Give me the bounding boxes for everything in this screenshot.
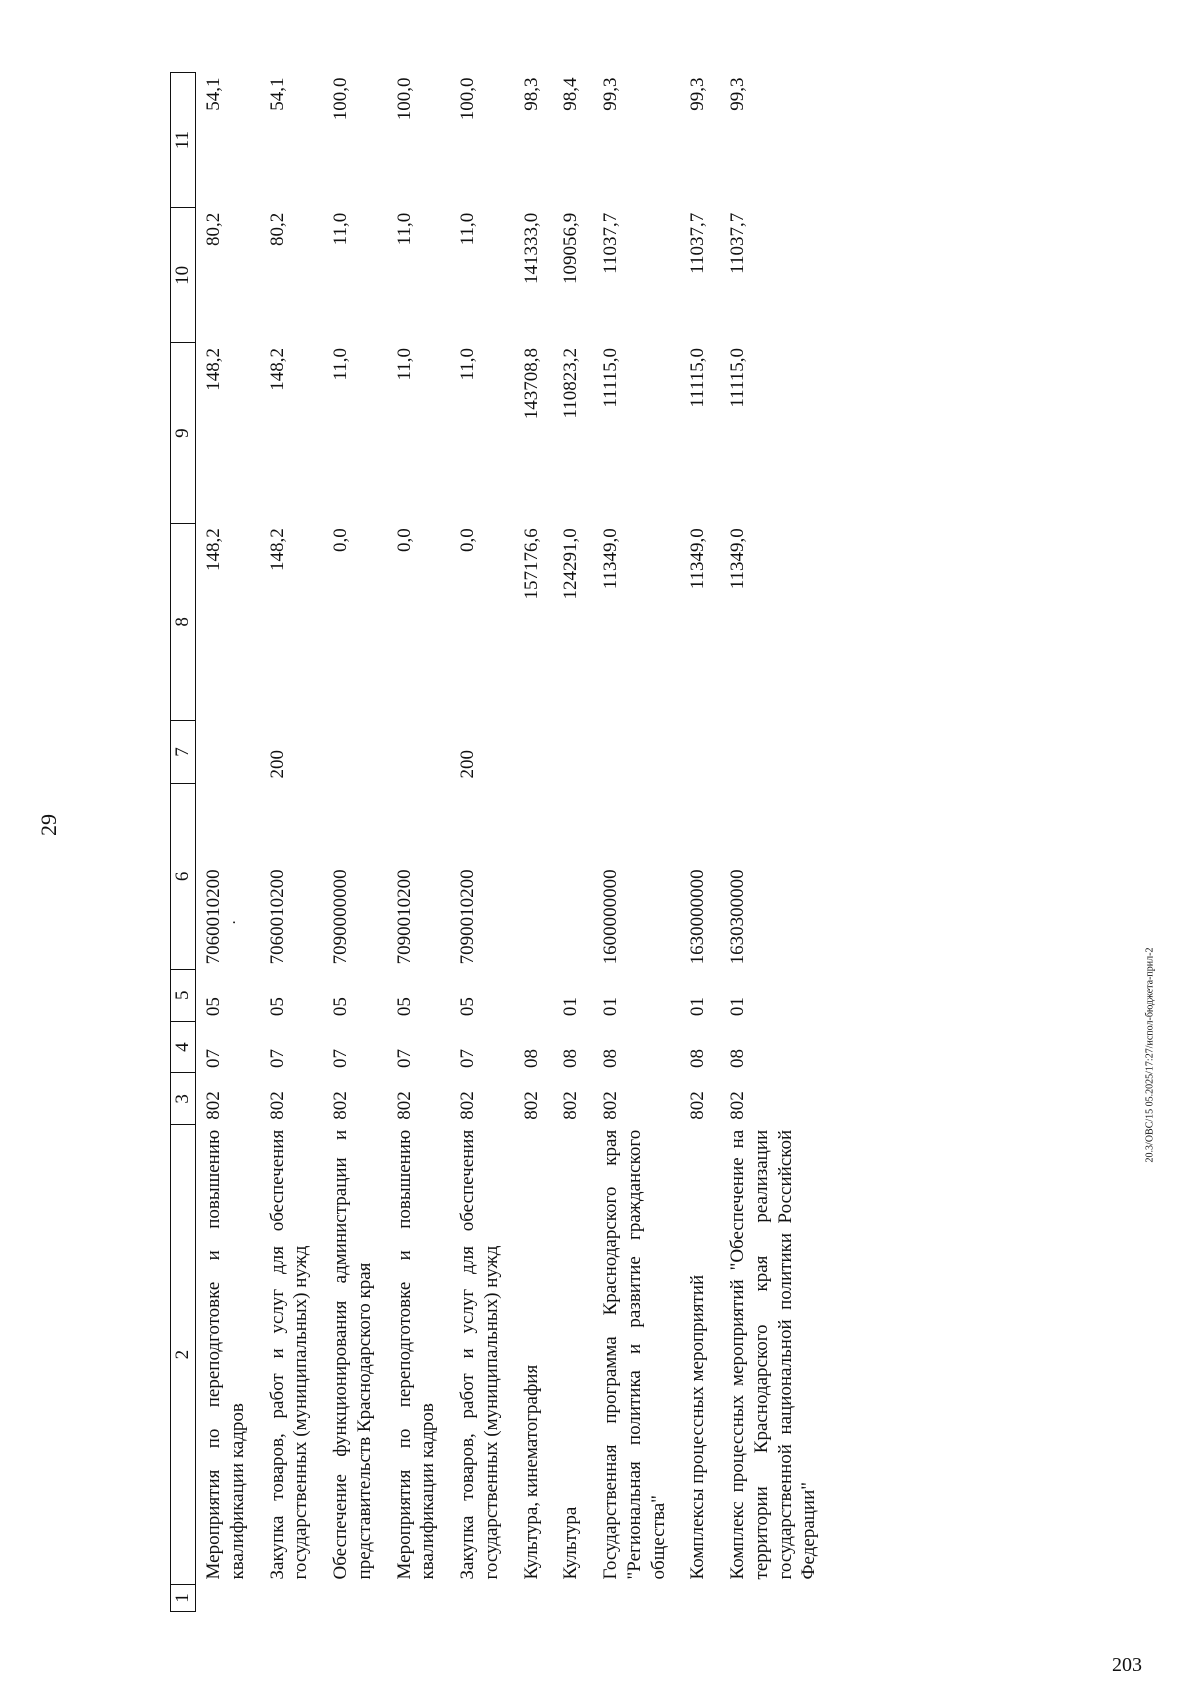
header-cell-4: 4 [171, 1021, 196, 1073]
cell-col7 [323, 720, 387, 783]
cell-col5: 01 [560, 997, 582, 1017]
cell-col9: 11,0 [330, 347, 351, 381]
cell-col11: 54,1 [203, 77, 224, 111]
cell-name: Культура [560, 1506, 582, 1580]
cell-col1 [323, 1584, 387, 1611]
cell-name: Мероприятия по переподготовке и повышению квалификации кадров [393, 1129, 439, 1580]
page-number-top: 29 [36, 814, 61, 836]
cell-col3: 802 [203, 1091, 224, 1120]
cell-col6: 1630300000 [727, 869, 748, 965]
cell-col6 [196, 783, 260, 969]
cell-col8: 148,2 [266, 528, 288, 571]
cell-col6: 1600000000 [600, 869, 621, 965]
cell-col10: 11,0 [457, 212, 478, 246]
cell-col7 [720, 720, 831, 783]
cell-col10: 11037,7 [727, 212, 748, 274]
cell-col6 [514, 783, 554, 969]
cell-col3: 802 [266, 1091, 288, 1120]
cell-col8: 11349,0 [687, 528, 709, 590]
cell-col6-text: 7060010200 [203, 869, 224, 965]
cell-col7 [387, 720, 451, 783]
cell-col1 [387, 1584, 451, 1611]
cell-col8: 0,0 [457, 528, 478, 552]
cell-col8: 11349,0 [600, 528, 621, 590]
cell-col9: 148,2 [266, 347, 288, 391]
cell-col11: 98,3 [520, 77, 542, 111]
cell-col7 [196, 720, 260, 783]
header-cell-8: 8 [171, 523, 196, 720]
header-cell-9: 9 [171, 343, 196, 523]
cell-col7: 200 [457, 749, 478, 779]
cell-col8: 0,0 [393, 528, 415, 552]
cell-col10: 80,2 [266, 212, 288, 247]
cell-col8: 148,2 [203, 528, 224, 571]
cell-col7: 200 [266, 749, 288, 779]
rotated-table-frame [170, 72, 1070, 1612]
cell-col3: 802 [393, 1091, 415, 1120]
cell-col9: 110823,2 [560, 347, 582, 419]
cell-col11: 100,0 [457, 77, 478, 121]
header-cell-10: 10 [171, 208, 196, 343]
header-cell-2: 2 [171, 1125, 196, 1585]
cell-col11: 99,3 [727, 77, 748, 111]
cell-col9: 11115,0 [600, 347, 621, 408]
cell-col3: 802 [330, 1091, 351, 1120]
cell-col7 [514, 720, 554, 783]
cell-col4: 08 [687, 1048, 709, 1068]
cell-col10: 80,2 [203, 212, 224, 247]
table-row [387, 73, 451, 1612]
cell-col4: 08 [727, 1048, 748, 1068]
cell-name: Комплексы процессных мероприятий [687, 1274, 709, 1580]
cell-col6: 7090000000 [330, 869, 351, 965]
table-row [720, 73, 831, 1612]
cell-col6: 7060010200 [266, 869, 288, 965]
cell-col5: 05 [266, 997, 288, 1017]
cell-col11: 98,4 [560, 77, 582, 111]
table-header [171, 73, 196, 1612]
table-row [553, 73, 593, 1612]
cell-col4: 07 [203, 1048, 224, 1068]
cell-col3: 802 [560, 1091, 582, 1120]
cell-col1 [680, 1584, 720, 1611]
table-row [260, 73, 324, 1612]
header-cell-11: 11 [171, 73, 196, 208]
cell-col4: 07 [457, 1048, 478, 1068]
budget-execution-table [170, 72, 831, 1612]
cell-col4: 08 [600, 1048, 621, 1068]
cell-col11: 100,0 [393, 77, 415, 121]
cell-col4: 08 [520, 1048, 542, 1068]
stray-dot-mark: . [221, 920, 239, 925]
header-cell-7: 7 [171, 720, 196, 783]
table-row [680, 73, 720, 1612]
cell-col5: 05 [457, 997, 478, 1017]
cell-col9: 11,0 [457, 347, 478, 381]
cell-col11: 99,3 [600, 77, 621, 111]
cell-col6: 7090010200 [457, 869, 478, 965]
cell-col1 [196, 1584, 260, 1611]
cell-name: Закупка товаров, работ и услуг для обеспечения государственных (муниципальных) нужд [457, 1129, 502, 1580]
cell-col1 [553, 1584, 593, 1611]
cell-col3: 802 [687, 1091, 709, 1120]
cell-name: Комплекс процессных мероприятий "Обеспечение на территории Краснодарского края реализации государственной национальной политики Российской Федерации" [727, 1129, 820, 1580]
cell-col5 [514, 969, 554, 1021]
header-cell-6: 6 [171, 783, 196, 969]
cell-col1 [593, 1584, 680, 1611]
cell-name: Государственная программа Краснодарского края "Региональная политика и развитие гражданского общества" [600, 1129, 669, 1580]
cell-col5: 01 [727, 997, 748, 1017]
cell-col10: 11,0 [330, 212, 351, 246]
table-body [196, 73, 832, 1612]
cell-col3: 802 [457, 1091, 478, 1120]
cell-col3: 802 [600, 1091, 621, 1120]
cell-col10: 11,0 [393, 212, 415, 246]
cell-name: Закупка товаров, работ и услуг для обеспечения государственных (муниципальных) нужд [266, 1129, 312, 1580]
cell-name: Обеспечение функционирования администрации и представительств Краснодарского края [330, 1129, 375, 1580]
cell-col8: 11349,0 [727, 528, 748, 590]
cell-col4: 07 [266, 1048, 288, 1068]
cell-col9: 11,0 [393, 347, 415, 381]
cell-col1 [260, 1584, 324, 1611]
footer-file-path-text: 20.3/ОВС/15 05.2025/17:27/испол-бюджета-прил-2 [1144, 947, 1156, 1163]
cell-col6: 1630000000 [687, 869, 709, 965]
page-number-bottom: 203 [1112, 1654, 1142, 1676]
cell-col5: 05 [203, 997, 224, 1017]
cell-col10: 141333,0 [520, 212, 542, 285]
cell-col7 [680, 720, 720, 783]
cell-col1 [450, 1584, 514, 1611]
cell-col5: 01 [600, 997, 621, 1017]
cell-col9: 11115,0 [727, 347, 748, 408]
table-row [323, 73, 387, 1612]
cell-col3: 802 [520, 1091, 542, 1120]
cell-col1 [514, 1584, 554, 1611]
cell-col7 [553, 720, 593, 783]
cell-col6: 7090010200 [393, 869, 415, 965]
table-row [450, 73, 514, 1612]
cell-col9: 11115,0 [687, 347, 709, 408]
cell-col4: 08 [560, 1048, 582, 1068]
header-cell-3: 3 [171, 1073, 196, 1125]
cell-col9: 143708,8 [520, 347, 542, 420]
header-row [171, 73, 196, 1612]
table-row [593, 73, 680, 1612]
cell-col6 [553, 783, 593, 969]
header-cell-5: 5 [171, 969, 196, 1021]
cell-col11: 99,3 [687, 77, 709, 111]
cell-col9: 148,2 [203, 347, 224, 391]
cell-col4: 07 [330, 1048, 351, 1068]
cell-col8: 0,0 [330, 528, 351, 552]
cell-col10: 109056,9 [560, 212, 582, 285]
cell-col5: 05 [330, 997, 351, 1017]
cell-col10: 11037,7 [600, 212, 621, 274]
table-row [514, 73, 554, 1612]
cell-col11: 54,1 [266, 77, 288, 111]
table-row [196, 73, 260, 1612]
cell-col8: 157176,6 [520, 528, 542, 600]
cell-col11: 100,0 [330, 77, 351, 121]
header-cell-1: 1 [171, 1584, 196, 1611]
cell-col1 [720, 1584, 831, 1611]
cell-col10: 11037,7 [687, 212, 709, 274]
cell-col4: 07 [393, 1048, 415, 1068]
cell-col5: 05 [393, 997, 415, 1017]
cell-col7 [593, 720, 680, 783]
cell-col8: 124291,0 [560, 528, 582, 600]
cell-name: Мероприятия по переподготовке и повышению квалификации кадров [203, 1129, 248, 1580]
cell-col3: 802 [727, 1091, 748, 1120]
cell-col5: 01 [687, 997, 709, 1017]
cell-name: Культура, кинематография [520, 1364, 542, 1580]
